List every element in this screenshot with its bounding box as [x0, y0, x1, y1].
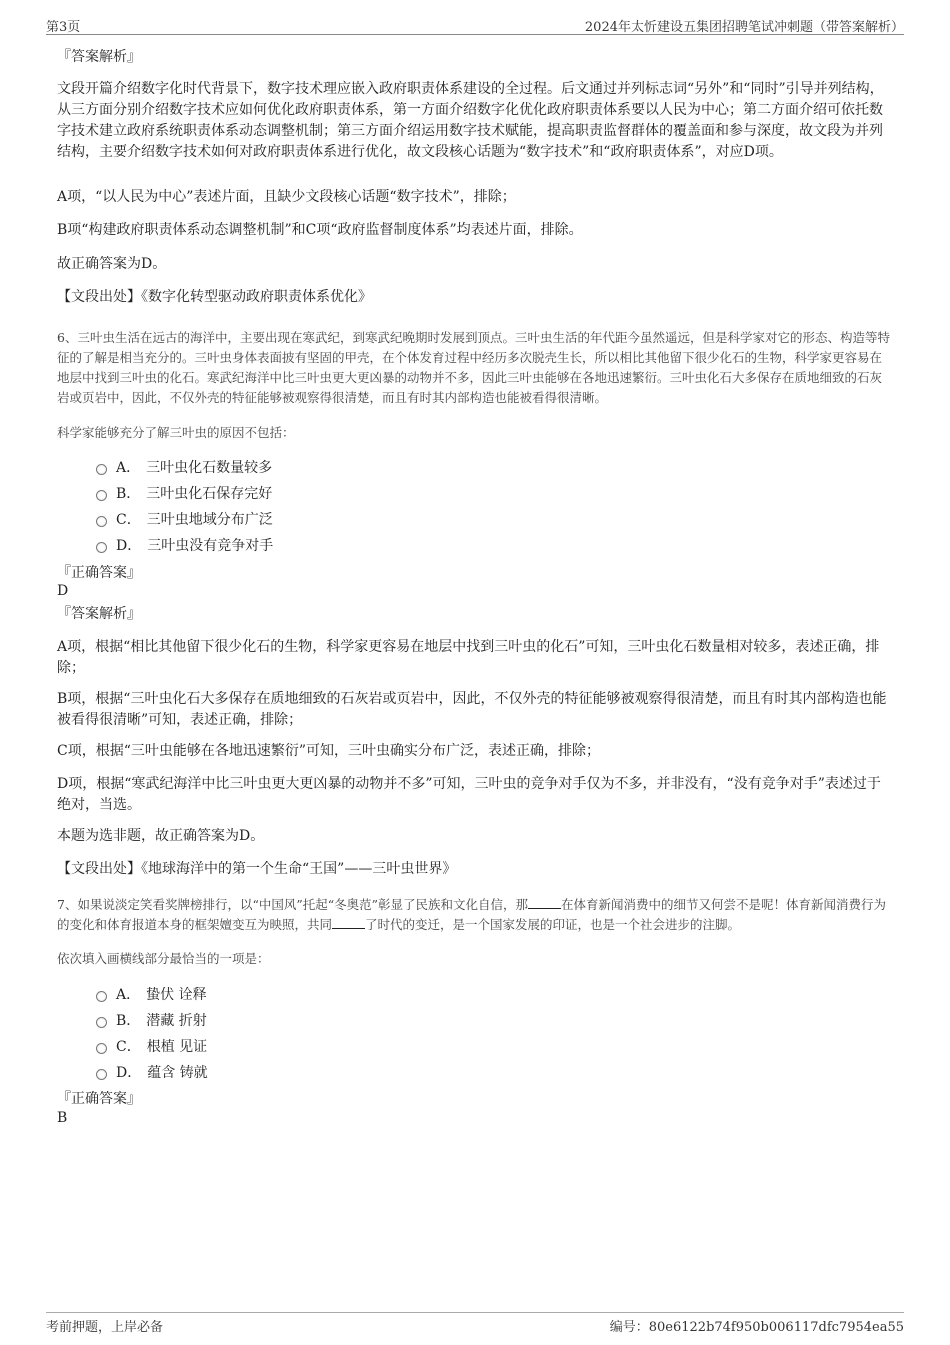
q6-analysis-option-c: C项，根据“三叶虫能够在各地迅速繁衍”可知，三叶虫确实分布广泛，表述正确，排除； — [57, 743, 601, 759]
q6-answer: D — [57, 583, 69, 599]
option-text: 三叶虫地域分布广泛 — [146, 512, 273, 528]
radio-icon[interactable] — [96, 542, 107, 553]
option-letter: A． — [116, 987, 141, 1003]
q5-analysis-paragraph: 文段开篇介绍数字化时代背景下，数字技术理应嵌入政府职责体系建设的全过程。后文通过并列标志词“另外”和“同时”引导并列结构，从三方面分别介绍数字技术应如何优化政府职责体系，第一方面介绍数字化优化政府职责体系要以人民为中心；第二方面介绍可依托数字技术建立政府系统职责体系动态调整机制；第三方面介绍运用数字技术赋能，提高职责监督群体的覆盖面和参与深度，故文段为并列结构，主要介绍数字技术如何对政府职责体系进行优化，故文段核心话题为“数字技术”和“政府职责体系”，对应D项。 — [57, 81, 884, 160]
page-footer — [46, 1312, 904, 1337]
option-text: 三叶虫化石保存完好 — [146, 486, 273, 502]
q6-source: 【文段出处】《地球海洋中的第一个生命“王国”——三叶虫世界》 — [57, 861, 457, 877]
q6-question: 科学家能够充分了解三叶虫的原因不包括： — [57, 425, 295, 440]
option-letter: B． — [116, 486, 141, 502]
option-text: 根植 见证 — [146, 1039, 208, 1055]
q7-option-b[interactable] — [96, 1011, 207, 1031]
q6-conclusion: 本题为选非题，故正确答案为D。 — [57, 828, 265, 844]
q6-analysis-option-a: A项，根据“相比其他留下很少化石的生物，科学家更容易在地层中找到三叶虫的化石”可知，三叶虫化石数量相对较多，表述正确，排除； — [57, 639, 880, 676]
q6-analysis-label: 『答案解析』 — [57, 606, 141, 622]
radio-icon[interactable] — [96, 516, 107, 527]
option-letter: C． — [116, 512, 141, 528]
q7-option-a[interactable] — [96, 985, 207, 1005]
q5-conclusion: 故正确答案为D。 — [57, 256, 167, 272]
q6-option-a[interactable] — [96, 458, 272, 478]
q6-answer-label: 『正确答案』 — [57, 565, 141, 581]
option-letter: C． — [116, 1039, 141, 1055]
q5-source: 【文段出处】《数字化转型驱动政府职责体系优化》 — [57, 289, 372, 305]
q7-blank-1 — [528, 896, 561, 909]
q6-stem: 6、三叶虫生活在远古的海洋中，主要出现在寒武纪，到寒武纪晚期时发展到顶点。三叶虫生活的年代距今虽然遥远，但是科学家对它的形态、构造等特征的了解是相当充分的。三叶虫身体表面披有坚固的甲壳，在个体发育过程中经历多次脱壳生长，所以相比其他留下很少化石的生物，科学家更容易在地层中找到三叶虫的化石。寒武纪海洋中比三叶虫更大更凶暴的动物并不多，因此三叶虫能够在各地迅速繁衍。三叶虫化石大多保存在质地细致的石灰岩或页岩中，因此，不仅外壳的特征能够被观察得很清楚，而且有时其内部构造也能被看得很清晰。 — [57, 330, 890, 405]
option-letter: D． — [116, 538, 142, 554]
radio-icon[interactable] — [96, 1043, 107, 1054]
radio-icon[interactable] — [96, 1069, 107, 1080]
q7-stem-part2: 在体育新闻消费中的细节又何尝不是呢！体育新闻消费行为的变化和体育报道本身的框架嬗变互为映照，共同 — [57, 897, 887, 932]
option-text: 三叶虫化石数量较多 — [146, 460, 273, 476]
footer-slogan: 考前押题，上岸必备 — [46, 1320, 164, 1335]
q7-stem-part1: 7、如果说淡定笑看奖牌榜排行，以“中国风”托起“冬奥范”彰显了民族和文化自信，那 — [57, 897, 529, 912]
q6-analysis-option-d: D项，根据“寒武纪海洋中比三叶虫更大更凶暴的动物并不多”可知，三叶虫的竞争对手仅为不多，并非没有，“没有竞争对手”表述过于绝对，当选。 — [57, 776, 881, 813]
q6-option-b[interactable] — [96, 484, 272, 504]
option-letter: B． — [116, 1013, 141, 1029]
radio-icon[interactable] — [96, 464, 107, 475]
radio-icon[interactable] — [96, 991, 107, 1002]
option-text: 蕴含 铸就 — [147, 1065, 208, 1081]
q5-analysis-label: 『答案解析』 — [57, 49, 141, 65]
option-text: 三叶虫没有竞争对手 — [147, 538, 274, 554]
q7-option-d[interactable] — [96, 1063, 208, 1083]
q7-answer: B — [57, 1110, 68, 1126]
option-text: 蛰伏 诠释 — [146, 987, 207, 1003]
q6-option-c[interactable] — [96, 510, 273, 530]
radio-icon[interactable] — [96, 1017, 107, 1028]
q7-answer-label: 『正确答案』 — [57, 1091, 141, 1107]
q5-analysis-option-bc: B项“构建政府职责体系动态调整机制”和C项“政府监督制度体系”均表述片面，排除。 — [57, 222, 583, 238]
q7-question: 依次填入画横线部分最恰当的一项是： — [57, 951, 270, 966]
document-title: 2024年太忻建设五集团招聘笔试冲刺题（带答案解析） — [584, 20, 904, 35]
q7-blank-2 — [332, 916, 365, 929]
q6-option-d[interactable] — [96, 536, 273, 556]
radio-icon[interactable] — [96, 490, 107, 501]
option-text: 潜藏 折射 — [146, 1013, 207, 1029]
q7-stem — [57, 895, 894, 935]
option-letter: A． — [116, 460, 141, 476]
q5-analysis-option-a: A项，“以人民为中心”表述片面，且缺少文段核心话题“数字技术”，排除； — [57, 189, 516, 205]
q7-option-c[interactable] — [96, 1037, 207, 1057]
document-code: 编号：80e6122b74f950b006117dfc7954ea55 — [609, 1320, 904, 1335]
page-number: 第3页 — [46, 20, 81, 35]
q7-stem-part3: 了时代的变迁，是一个国家发展的印证，也是一个社会进步的注脚。 — [365, 917, 741, 932]
q6-analysis-option-b: B项，根据“三叶虫化石大多保存在质地细致的石灰岩或页岩中，因此，不仅外壳的特征能够被观察得很清楚，而且有时其内部构造也能被看得很清晰”可知，表述正确，排除； — [57, 691, 887, 728]
page-header — [46, 14, 904, 35]
option-letter: D． — [116, 1065, 142, 1081]
